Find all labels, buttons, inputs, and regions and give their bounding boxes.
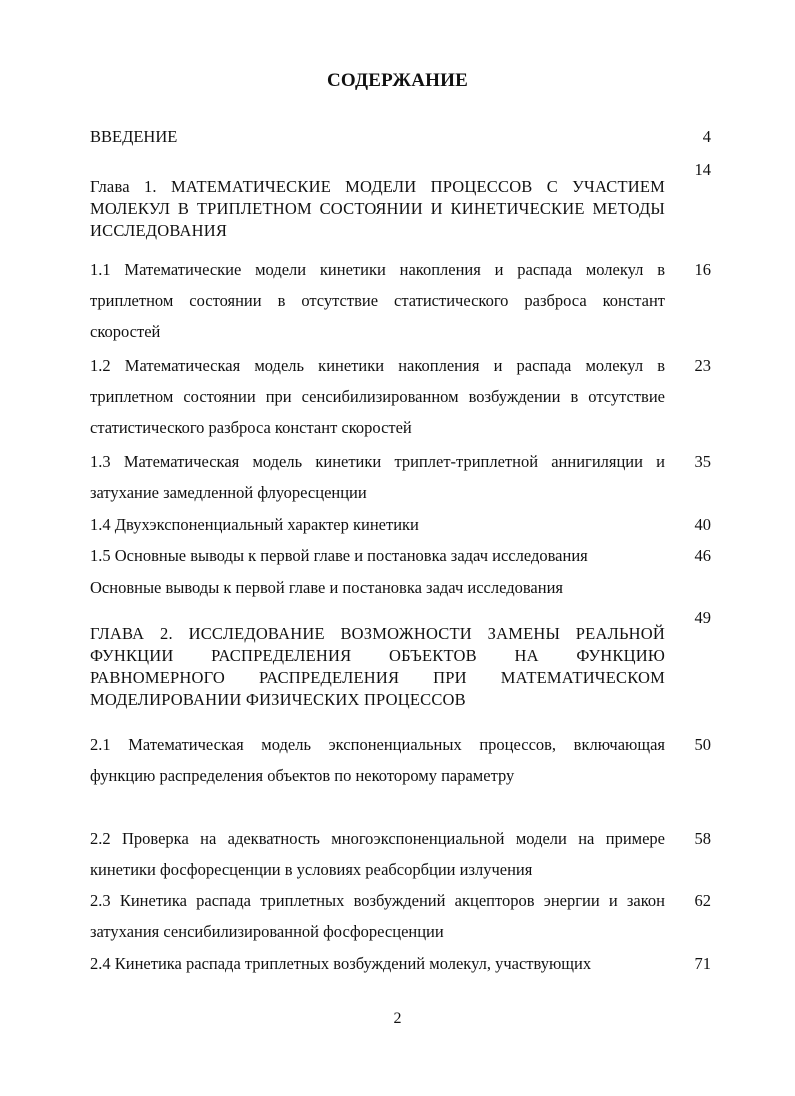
toc-entry-section-1-4: 1.4 Двухэкспоненциальный характер кинетики [90, 515, 419, 534]
toc-entry-section-1-5: 1.5 Основные выводы к первой главе и постановка задач исследования [90, 546, 588, 565]
toc-entry-section-2-4: 2.4 Кинетика распада триплетных возбуждений молекул, участвующих [90, 954, 592, 973]
toc-page-number: 46 [694, 546, 711, 565]
toc-page-number: 14 [694, 160, 711, 179]
toc-page-number: 16 [694, 260, 711, 279]
toc-page-number: 4 [702, 127, 711, 146]
toc-page-number: 50 [694, 735, 711, 754]
toc-page-number: 23 [694, 356, 711, 375]
toc-page-number: 49 [694, 608, 711, 627]
toc-page-number: 71 [694, 954, 711, 973]
toc-entry-chapter-1: Глава 1. МАТЕМАТИЧЕСКИЕ МОДЕЛИ ПРОЦЕССОВ С УЧАСТИЕМ МОЛЕКУЛ В ТРИПЛЕТНОМ СОСТОЯНИИ И КИНЕТИЧЕСКИЕ МЕТОДЫ ИССЛЕДОВАНИЯ [90, 177, 665, 240]
toc-entry-section-1-3: 1.3 Математическая модель кинетики триплет-триплетной аннигиляции и затухание замедленной флуоресценции [90, 452, 665, 502]
toc-page-number: 58 [694, 829, 711, 848]
page-title: СОДЕРЖАНИЕ [327, 70, 468, 91]
toc-entry-section-1-1: 1.1 Математические модели кинетики накопления и распада молекул в триплетном состоянии в отсутствие статистического разброса констант скоростей [90, 260, 665, 341]
toc-page-number: 40 [694, 515, 711, 534]
toc-entry-section-2-2: 2.2 Проверка на адекватность многоэкспоненциальной модели на примере кинетики фосфоресценции в условиях реабсорбции излучения [90, 829, 665, 879]
toc-page-number: 35 [694, 452, 711, 471]
toc-entry-introduction: ВВЕДЕНИЕ [90, 127, 178, 146]
toc-entry-section-1-2: 1.2 Математическая модель кинетики накопления и распада молекул в триплетном состоянии при сенсибилизированном возбуждении в отсутствие статистического разброса констант скоростей [90, 356, 665, 437]
toc-entry-conclusions: Основные выводы к первой главе и постановка задач исследования [90, 578, 563, 597]
toc-entry-section-2-3: 2.3 Кинетика распада триплетных возбуждений акцепторов энергии и закон затухания сенсибилизированной фосфоресценции [90, 891, 665, 941]
page-number: 2 [393, 1010, 402, 1027]
toc-entry-section-2-1: 2.1 Математическая модель экспоненциальных процессов, включающая функцию распределения объектов по некоторому параметру [90, 735, 665, 785]
toc-entry-chapter-2: ГЛАВА 2. ИССЛЕДОВАНИЕ ВОЗМОЖНОСТИ ЗАМЕНЫ РЕАЛЬНОЙ ФУНКЦИИ РАСПРЕДЕЛЕНИЯ ОБЪЕКТОВ НА ФУНКЦИЮ РАВНОМЕРНОГО РАСПРЕДЕЛЕНИЯ ПРИ МАТЕМАТИЧЕСКОМ МОДЕЛИРОВАНИИ ФИЗИЧЕСКИХ ПРОЦЕССОВ [90, 624, 665, 709]
toc-page-number: 62 [694, 891, 711, 910]
